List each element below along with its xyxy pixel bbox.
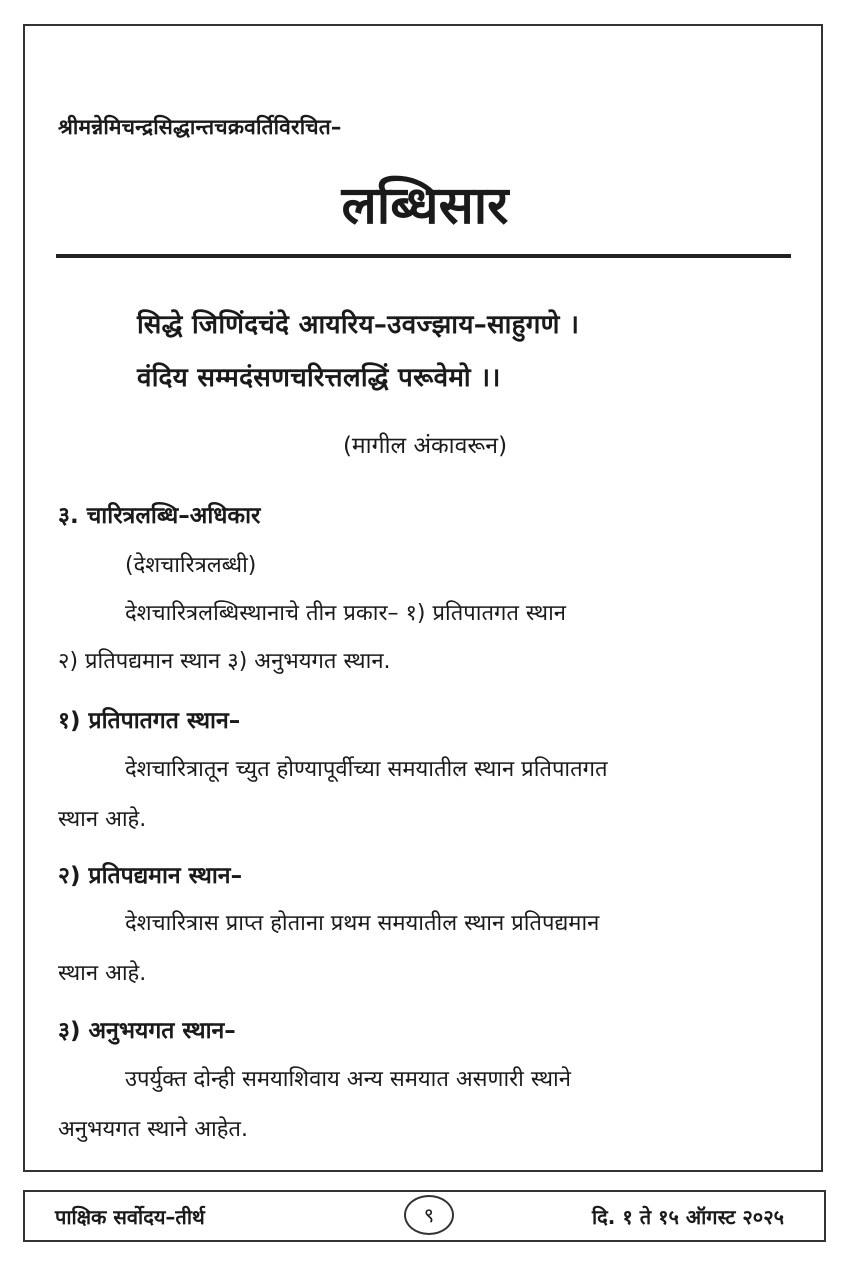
verse-line-1: सिद्धे जिणिंदचंदे आयरिय–उवज्झाय–साहुगणे ।: [137, 310, 580, 340]
page-number: ९: [404, 1195, 454, 1235]
item-text-line: अनुभयगत स्थाने आहेत.: [58, 1117, 248, 1142]
item-text-line: स्थान आहे.: [58, 807, 147, 832]
page-footer: [23, 1190, 826, 1242]
section-subheading: (देशचारित्रलब्धी): [125, 553, 257, 578]
item-heading: १) प्रतिपातगत स्थान–: [58, 708, 241, 734]
item-heading: ३) अनुभयगत स्थान–: [58, 1018, 236, 1044]
issue-date: दि. १ ते १५ ऑगस्ट २०२५: [592, 1205, 784, 1229]
item-text-line: स्थान आहे.: [58, 961, 147, 986]
section-intro-line-2: २) प्रतिपद्यमान स्थान ३) अनुभयगत स्थान.: [58, 649, 391, 674]
page-title: लब्धिसार: [341, 176, 509, 236]
section-intro-line-1: देशचारित्रलब्धिस्थानाचे तीन प्रकार– १) प्रतिपातगत स्थान: [125, 601, 567, 626]
section-heading: ३. चारित्रलब्धि–अधिकार: [58, 503, 261, 529]
title-rule: [56, 254, 791, 258]
publication-name: पाक्षिक सर्वोदय–तीर्थ: [55, 1205, 205, 1229]
item-text-line: देशचारित्रातून च्युत होण्यापूर्वीच्या समयातील स्थान प्रतिपातगत: [125, 757, 608, 782]
item-text-line: उपर्युक्त दोन्ही समयाशिवाय अन्य समयात असणारी स्थाने: [125, 1067, 571, 1092]
item-heading: २) प्रतिपद्यमान स्थान–: [58, 863, 243, 889]
item-text-line: देशचारित्रास प्राप्त होताना प्रथम समयातील स्थान प्रतिपद्यमान: [125, 911, 600, 936]
verse-line-2: वंदिय सम्मदंसणचरित्तलद्धिं परूवेमो ।।: [137, 363, 501, 393]
author-subtitle: श्रीमन्नेमिचन्द्रसिद्धान्तचक्रवर्तिविरचित–: [58, 115, 342, 139]
continuation-note: (मागील अंकावरून): [342, 433, 508, 459]
